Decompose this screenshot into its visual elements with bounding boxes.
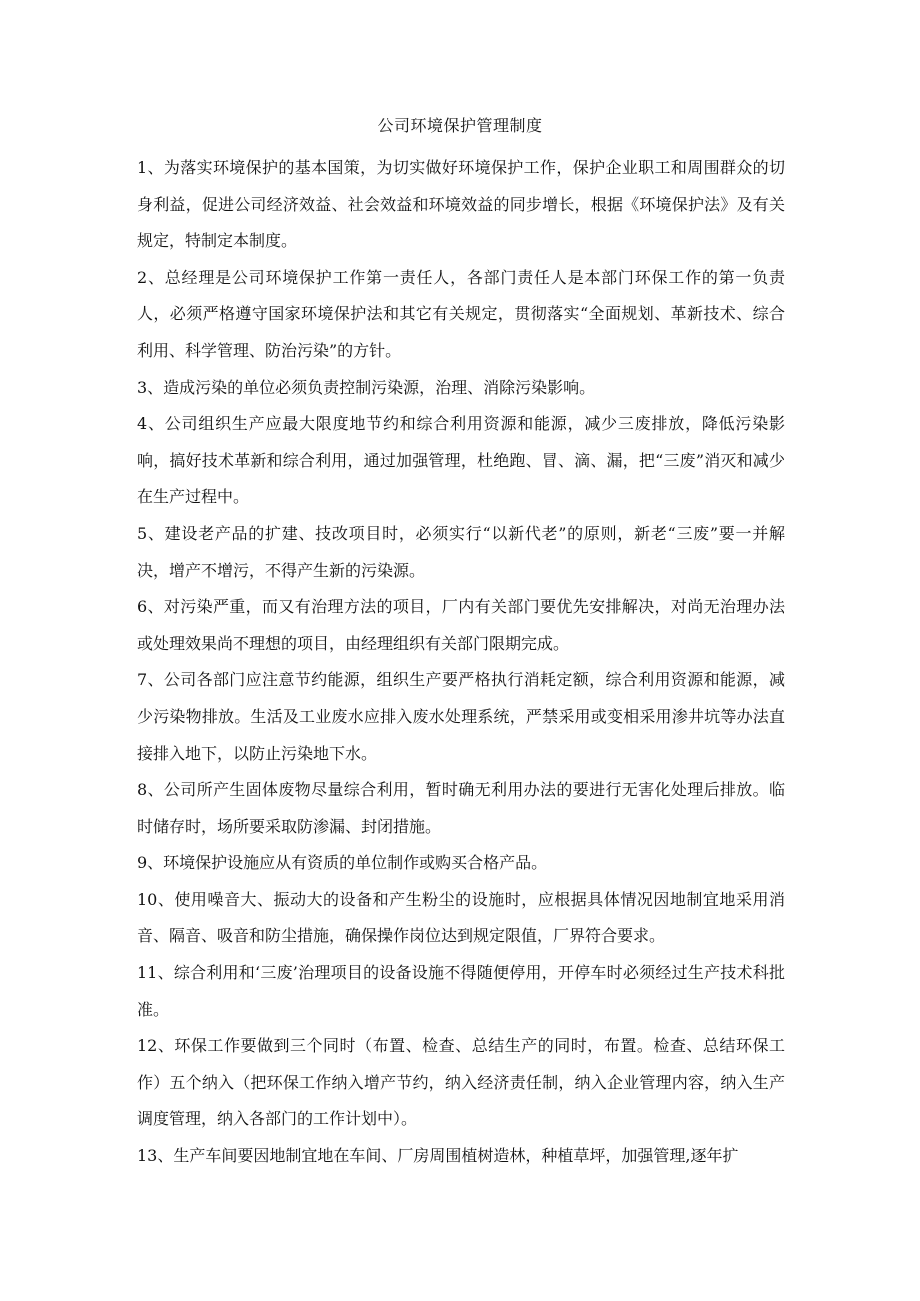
paragraph-6: 6、对污染严重，而又有治理方法的项目，厂内有关部门要优先安排解决，对尚无治理办法或处理效果尚不理想的项目，由经理组织有关部门限期完成。	[137, 597, 785, 653]
paragraph-13: 13、生产车间要因地制宜地在车间、厂房周围植树造林，种植草坪，加强管理,逐年扩	[137, 1146, 739, 1166]
document-title: 公司环境保护管理制度	[377, 116, 543, 135]
paragraph-1: 1、为落实环境保护的基本国策，为切实做好环境保护工作，保护企业职工和周围群众的切身利益，促进公司经济效益、社会效益和环境效益的同步增长，根据《环境保护法》及有关规定，特制定本制度。	[137, 158, 785, 251]
paragraph-4: 4、公司组织生产应最大限度地节约和综合利用资源和能源，减少三废排放，降低污染影响，搞好技术革新和综合利用，通过加强管理，杜绝跑、冒、滴、漏，把“三废”消灭和减少在生产过程中。	[137, 414, 785, 507]
paragraph-12: 12、环保工作要做到三个同时（布置、检查、总结生产的同时，布置。检查、总结环保工作）五个纳入（把环保工作纳入增产节约，纳入经济责任制，纳入企业管理内容，纳入生产调度管理，纳入各部门的工作计划中）。	[137, 1036, 785, 1129]
paragraph-11: 11、综合利用和‘三废’治理项目的设备设施不得随便停用，开停车时必须经过生产技术科批准。	[137, 963, 785, 1019]
paragraph-2: 2、总经理是公司环境保护工作第一责任人，各部门责任人是本部门环保工作的第一负责人，必须严格遵守国家环境保护法和其它有关规定，贯彻落实“全面规划、革新技术、综合利用、科学管理、防治污染”的方针。	[137, 267, 785, 360]
paragraph-9: 9、环境保护设施应从有资质的单位制作或购买合格产品。	[137, 853, 548, 873]
paragraph-7: 7、公司各部门应注意节约能源，组织生产要严格执行消耗定额，综合利用资源和能源，减少污染物排放。生活及工业废水应排入废水处理系统，严禁采用或变相采用渗井坑等办法直接排入地下，以防止污染地下水。	[137, 670, 785, 763]
document-body	[137, 150, 785, 1175]
paragraph-8: 8、公司所产生固体废物尽量综合利用，暂时确无利用办法的要进行无害化处理后排放。临时储存时，场所要采取防渗漏、封闭措施。	[137, 780, 785, 836]
paragraph-5: 5、建设老产品的扩建、技改项目时，必须实行“以新代老”的原则，新老“三废”要一并解决，增产不增污，不得产生新的污染源。	[137, 523, 785, 580]
paragraph-10: 10、使用噪音大、振动大的设备和产生粉尘的设施时，应根据具体情况因地制宜地采用消音、隔音、吸音和防尘措施，确保操作岗位达到规定限值，厂界符合要求。	[137, 889, 785, 946]
paragraph-3: 3、造成污染的单位必须负责控制污染源，治理、消除污染影响。	[137, 377, 596, 397]
